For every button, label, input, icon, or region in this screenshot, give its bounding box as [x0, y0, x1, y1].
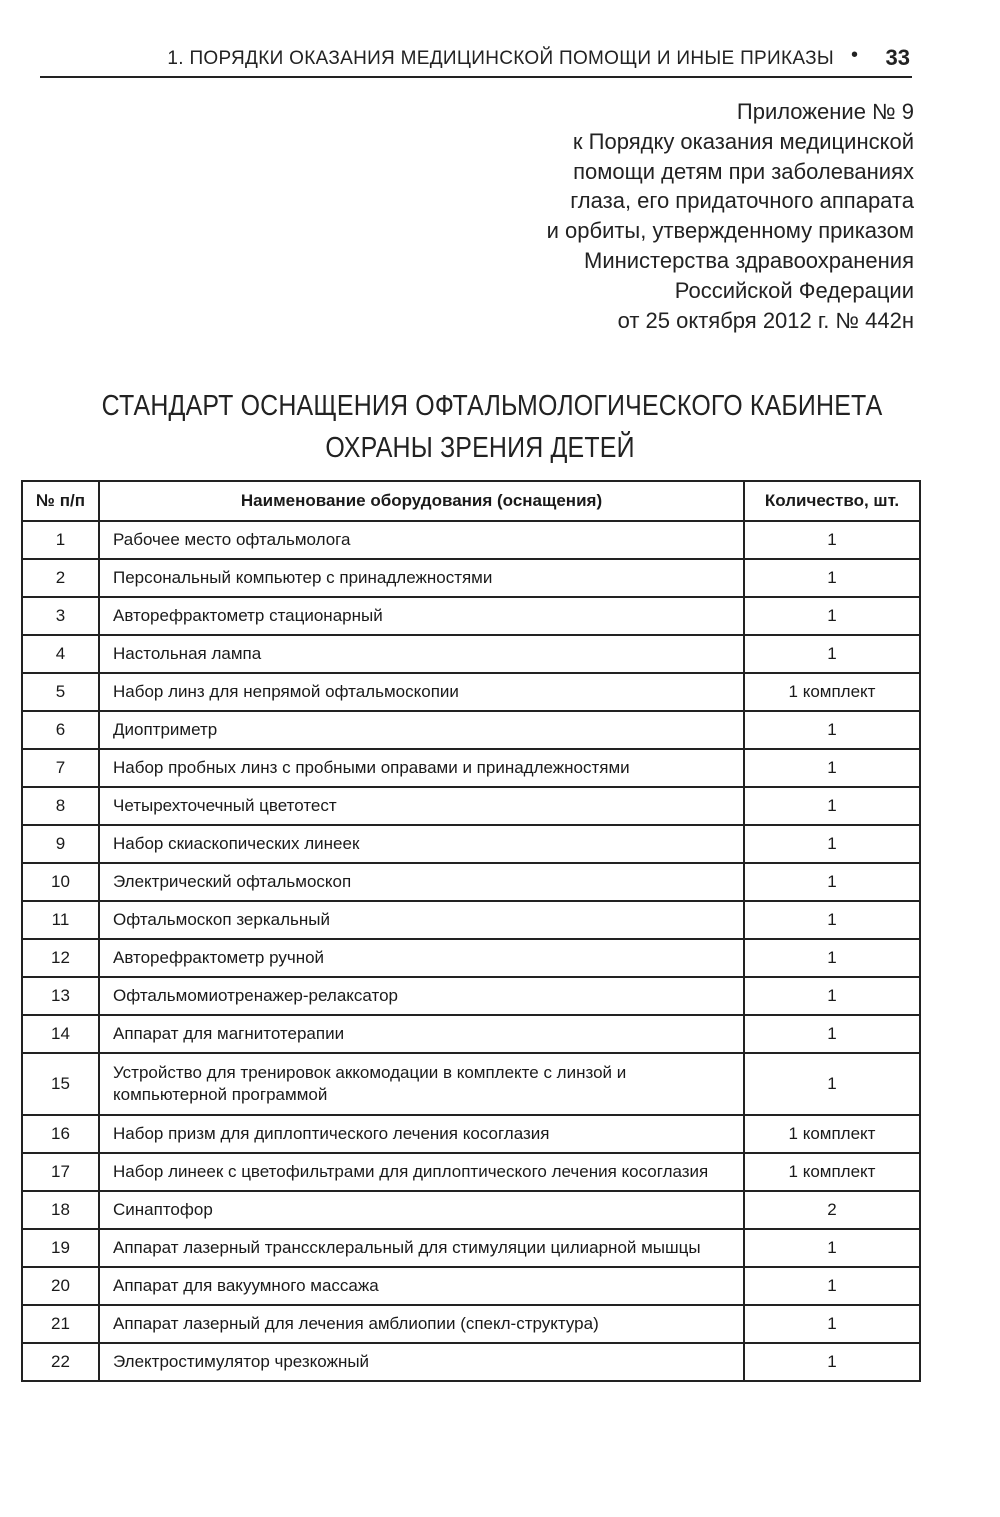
equipment-name: Синаптофор [99, 1191, 744, 1229]
document-title-line-2: ОХРАНЫ ЗРЕНИЯ ДЕТЕЙ [325, 432, 635, 464]
row-number: 9 [22, 825, 99, 863]
appendix-line: к Порядку оказания медицинской [572, 128, 914, 154]
appendix-note [434, 97, 914, 335]
equipment-quantity: 1 комплект [744, 1153, 920, 1191]
appendix-line: помощи детям при заболеваниях [573, 158, 914, 184]
equipment-quantity: 1 [744, 711, 920, 749]
equipment-quantity: 1 [744, 825, 920, 863]
table-row [22, 977, 920, 1015]
row-number: 15 [22, 1053, 99, 1115]
equipment-name: Набор скиаскопических линеек [99, 825, 744, 863]
document-title [101, 385, 883, 469]
row-number: 3 [22, 597, 99, 635]
table-row [22, 1053, 920, 1115]
equipment-quantity: 1 [744, 1229, 920, 1267]
equipment-name: Аппарат лазерный для лечения амблиопии (спекл-структура) [99, 1305, 744, 1343]
row-number: 20 [22, 1267, 99, 1305]
equipment-name: Авторефрактометр ручной [99, 939, 744, 977]
equipment-quantity: 1 [744, 977, 920, 1015]
table-body [22, 521, 920, 1381]
equipment-quantity: 1 [744, 559, 920, 597]
table-row [22, 521, 920, 559]
table-row [22, 1015, 920, 1053]
appendix-line: Приложение № 9 [736, 99, 914, 124]
header-bullet: • [850, 44, 858, 66]
row-number: 13 [22, 977, 99, 1015]
table-row [22, 939, 920, 977]
header-qty: Количество, шт. [744, 481, 920, 521]
equipment-quantity: 1 [744, 939, 920, 977]
row-number: 21 [22, 1305, 99, 1343]
appendix-line: глаза, его придаточного аппарата [570, 188, 914, 214]
table-row [22, 673, 920, 711]
equipment-quantity: 1 комплект [744, 673, 920, 711]
equipment-name: Офтальмомиотренажер-релаксатор [99, 977, 744, 1015]
appendix-line: и орбиты, утвержденному приказом [546, 218, 914, 244]
equipment-quantity: 1 комплект [744, 1115, 920, 1153]
appendix-line: от 25 октября 2012 г. № 442н [617, 307, 914, 333]
row-number: 16 [22, 1115, 99, 1153]
table-row [22, 1115, 920, 1153]
equipment-table [21, 480, 921, 1382]
table-row [22, 1191, 920, 1229]
table-row [22, 1153, 920, 1191]
equipment-name: Рабочее место офтальмолога [99, 521, 744, 559]
table-row [22, 597, 920, 635]
row-number: 2 [22, 559, 99, 597]
equipment-name: Настольная лампа [99, 635, 744, 673]
equipment-name: Четырехточечный цветотест [99, 787, 744, 825]
row-number: 11 [22, 901, 99, 939]
equipment-name: Электростимулятор чрезкожный [99, 1343, 744, 1381]
equipment-name: Аппарат для магнитотерапии [99, 1015, 744, 1053]
row-number: 6 [22, 711, 99, 749]
equipment-quantity: 1 [744, 1053, 920, 1115]
equipment-name: Авторефрактометр стационарный [99, 597, 744, 635]
table-header-row [22, 481, 920, 521]
header-num: № п/п [22, 481, 99, 521]
row-number: 14 [22, 1015, 99, 1053]
appendix-line: Российской Федерации [674, 277, 914, 303]
running-header-title: 1. ПОРЯДКИ ОКАЗАНИЯ МЕДИЦИНСКОЙ ПОМОЩИ И ИНЫЕ ПРИКАЗЫ [167, 48, 834, 69]
table-row [22, 559, 920, 597]
row-number: 19 [22, 1229, 99, 1267]
equipment-name: Устройство для тренировок аккомодации в комплекте с линзой и компьютерной программой [99, 1053, 744, 1115]
table-row [22, 749, 920, 787]
equipment-quantity: 1 [744, 1015, 920, 1053]
equipment-name: Набор пробных линз с пробными оправами и принадлежностями [99, 749, 744, 787]
equipment-name: Офтальмоскоп зеркальный [99, 901, 744, 939]
table-row [22, 1305, 920, 1343]
equipment-quantity: 1 [744, 901, 920, 939]
running-header [40, 40, 912, 78]
row-number: 5 [22, 673, 99, 711]
equipment-quantity: 1 [744, 635, 920, 673]
equipment-name: Диоптриметр [99, 711, 744, 749]
table-row [22, 711, 920, 749]
equipment-name: Набор призм для диплоптического лечения косоглазия [99, 1115, 744, 1153]
equipment-name: Электрический офтальмоскоп [99, 863, 744, 901]
equipment-quantity: 1 [744, 521, 920, 559]
equipment-name: Набор линеек с цветофильтрами для диплоптического лечения косоглазия [99, 1153, 744, 1191]
row-number: 12 [22, 939, 99, 977]
row-number: 7 [22, 749, 99, 787]
equipment-quantity: 1 [744, 863, 920, 901]
row-number: 22 [22, 1343, 99, 1381]
equipment-quantity: 1 [744, 1267, 920, 1305]
table-row [22, 1267, 920, 1305]
equipment-quantity: 2 [744, 1191, 920, 1229]
equipment-name: Аппарат для вакуумного массажа [99, 1267, 744, 1305]
equipment-quantity: 1 [744, 597, 920, 635]
table-row [22, 1229, 920, 1267]
equipment-name: Набор линз для непрямой офтальмоскопии [99, 673, 744, 711]
equipment-quantity: 1 [744, 749, 920, 787]
equipment-quantity: 1 [744, 787, 920, 825]
row-number: 8 [22, 787, 99, 825]
table-row [22, 825, 920, 863]
table-row [22, 1343, 920, 1381]
row-number: 1 [22, 521, 99, 559]
document-title-line-1: СТАНДАРТ ОСНАЩЕНИЯ ОФТАЛЬМОЛОГИЧЕСКОГО КАБИНЕТА [101, 390, 883, 422]
row-number: 18 [22, 1191, 99, 1229]
row-number: 4 [22, 635, 99, 673]
equipment-name: Персональный компьютер с принадлежностями [99, 559, 744, 597]
table-row [22, 635, 920, 673]
equipment-name: Аппарат лазерный транссклеральный для стимуляции цилиарной мышцы [99, 1229, 744, 1267]
row-number: 17 [22, 1153, 99, 1191]
header-name: Наименование оборудования (оснащения) [99, 481, 744, 521]
page-number: 33 [885, 45, 910, 70]
row-number: 10 [22, 863, 99, 901]
table-row [22, 901, 920, 939]
equipment-quantity: 1 [744, 1343, 920, 1381]
table-row [22, 787, 920, 825]
appendix-line: Министерства здравоохранения [584, 247, 914, 273]
table-row [22, 863, 920, 901]
equipment-quantity: 1 [744, 1305, 920, 1343]
